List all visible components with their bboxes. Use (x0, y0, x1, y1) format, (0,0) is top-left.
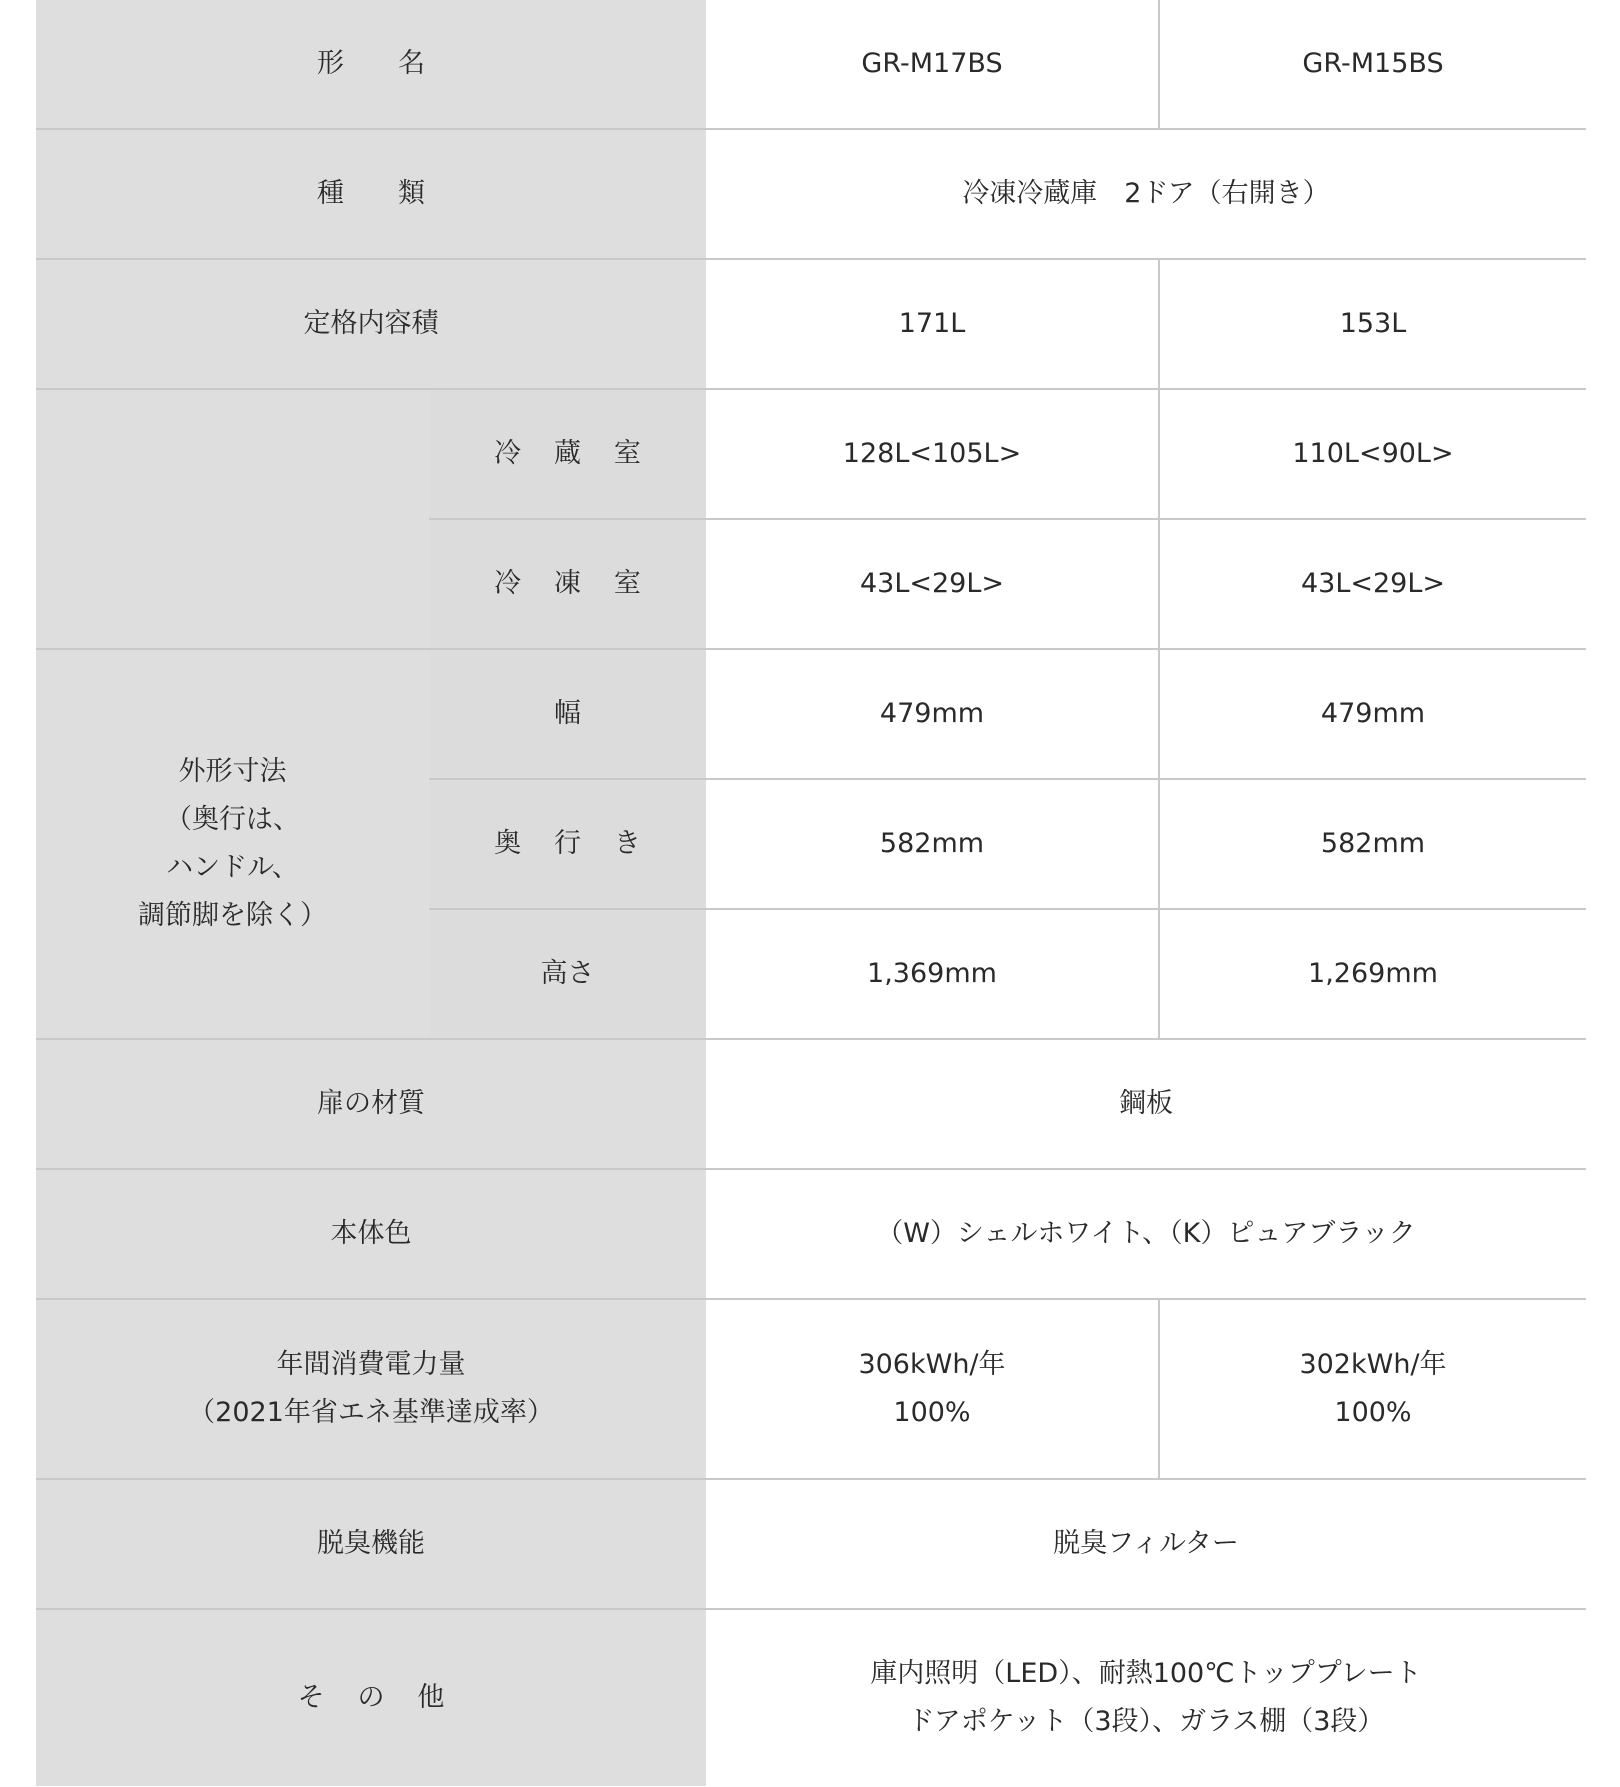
row-type (36, 129, 1586, 259)
height-label: 高さ (429, 909, 706, 1039)
model-gr-m17bs: GR-M17BS (706, 0, 1159, 129)
fridge-label: 冷 蔵 室 (429, 389, 706, 519)
row-fridge (36, 389, 1586, 519)
capacity-value-1: 171L (706, 259, 1159, 389)
row-body-color (36, 1169, 1586, 1299)
power-rate-1: 100% (893, 1397, 971, 1428)
fridge-value-2: 110L<90L> (1159, 389, 1586, 519)
capacity-label: 定格内容積 (36, 259, 706, 389)
width-label: 幅 (429, 649, 706, 779)
height-value-1: 1,369mm (706, 909, 1159, 1039)
other-label: そ の 他 (36, 1609, 706, 1786)
dimensions-label-line: 調節脚を除く） (138, 900, 327, 931)
row-deodorize (36, 1479, 1586, 1609)
height-value-2: 1,269mm (1159, 909, 1586, 1039)
freezer-label: 冷 凍 室 (429, 519, 706, 649)
row-capacity (36, 259, 1586, 389)
depth-label: 奥 行 き (429, 779, 706, 909)
other-value-line: ドアポケット（3段）、ガラス棚（3段） (907, 1706, 1385, 1737)
depth-value-2: 582mm (1159, 779, 1586, 909)
door-material-value: 鋼板 (706, 1039, 1586, 1169)
freezer-value-2: 43L<29L> (1159, 519, 1586, 649)
type-value: 冷凍冷蔵庫 2ドア（右開き） (706, 129, 1586, 259)
row-power (36, 1299, 1586, 1479)
deodorize-label: 脱臭機能 (36, 1479, 706, 1609)
fridge-value-1: 128L<105L> (706, 389, 1159, 519)
dimensions-label (36, 649, 429, 1039)
width-value-2: 479mm (1159, 649, 1586, 779)
row-door-material (36, 1039, 1586, 1169)
power-label-line: 年間消費電力量 (276, 1349, 466, 1380)
model-label: 形 名 (36, 0, 706, 129)
type-label: 種 類 (36, 129, 706, 259)
spec-table (36, 0, 1586, 1786)
dimensions-label-line: 外形寸法 (178, 756, 287, 787)
other-value (706, 1609, 1586, 1786)
power-label (36, 1299, 706, 1479)
row-model (36, 0, 1586, 129)
dimensions-label-line: ハンドル、 (166, 852, 299, 883)
power-kwh-1: 306kWh/年 (858, 1349, 1006, 1380)
deodorize-value: 脱臭フィルター (706, 1479, 1586, 1609)
dimensions-label-line: （奥行は、 (165, 804, 300, 835)
row-width (36, 649, 1586, 779)
body-color-label: 本体色 (36, 1169, 706, 1299)
depth-value-1: 582mm (706, 779, 1159, 909)
other-value-line: 庫内照明（LED）、耐熱100℃トッププレート (870, 1658, 1422, 1689)
capacity-value-2: 153L (1159, 259, 1586, 389)
model-gr-m15bs: GR-M15BS (1159, 0, 1586, 129)
door-material-label: 扉の材質 (36, 1039, 706, 1169)
power-value-1 (706, 1299, 1159, 1479)
power-rate-2: 100% (1334, 1397, 1412, 1428)
row-other (36, 1609, 1586, 1786)
freezer-value-1: 43L<29L> (706, 519, 1159, 649)
power-kwh-2: 302kWh/年 (1299, 1349, 1447, 1380)
compartment-group-blank (36, 389, 429, 649)
body-color-value: （W）シェルホワイト、（K）ピュアブラック (706, 1169, 1586, 1299)
power-label-line: （2021年省エネ基準達成率） (188, 1397, 554, 1428)
width-value-1: 479mm (706, 649, 1159, 779)
power-value-2 (1159, 1299, 1586, 1479)
